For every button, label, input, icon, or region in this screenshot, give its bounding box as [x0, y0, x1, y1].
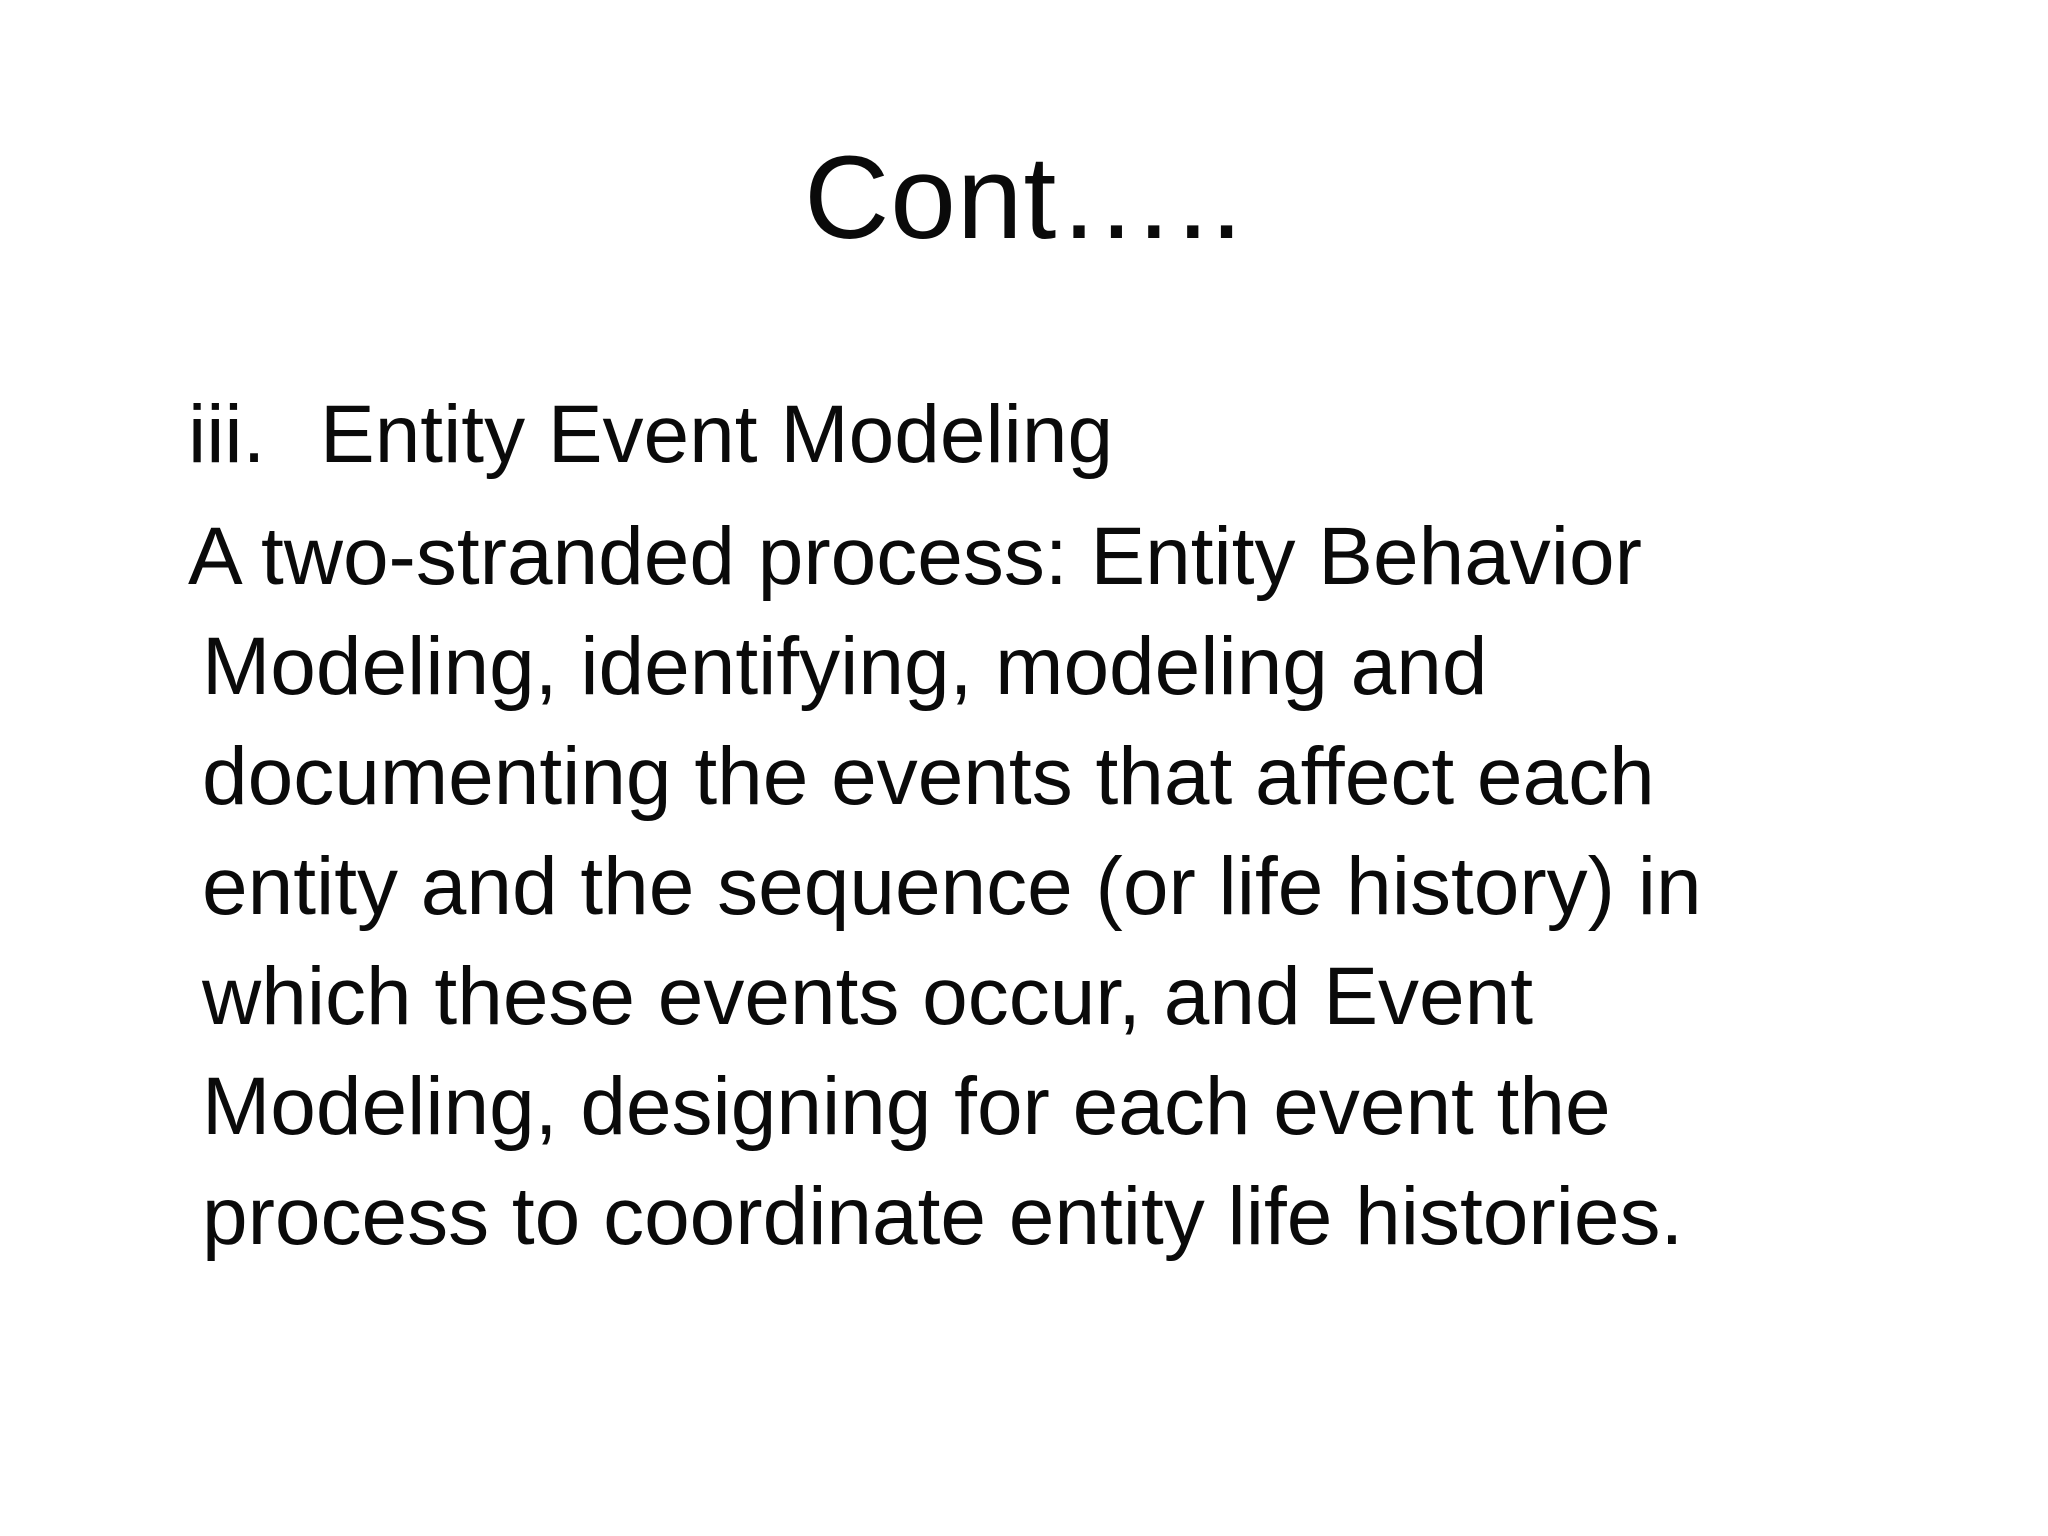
paragraph-line: which these events occur, and Event: [202, 951, 1534, 1042]
paragraph-line: entity and the sequence (or life history) in: [202, 841, 1702, 932]
slide-title: Cont…..: [804, 132, 1244, 264]
subheading-text: Entity Event Modeling: [320, 389, 1114, 480]
paragraph-line: process to coordinate entity life histories.: [202, 1171, 1684, 1262]
paragraph-line: Modeling, designing for each event the: [202, 1061, 1611, 1152]
subheading: [188, 380, 1868, 490]
description-paragraph: [188, 502, 1868, 1272]
paragraph-line: documenting the events that affect each: [202, 731, 1655, 822]
paragraph-line: Modeling, identifying, modeling and: [202, 621, 1488, 712]
subheading-numeral: iii.: [188, 389, 266, 480]
paragraph-line: A two-stranded process: Entity Behavior: [188, 511, 1642, 602]
slide-body: [188, 380, 1868, 1272]
